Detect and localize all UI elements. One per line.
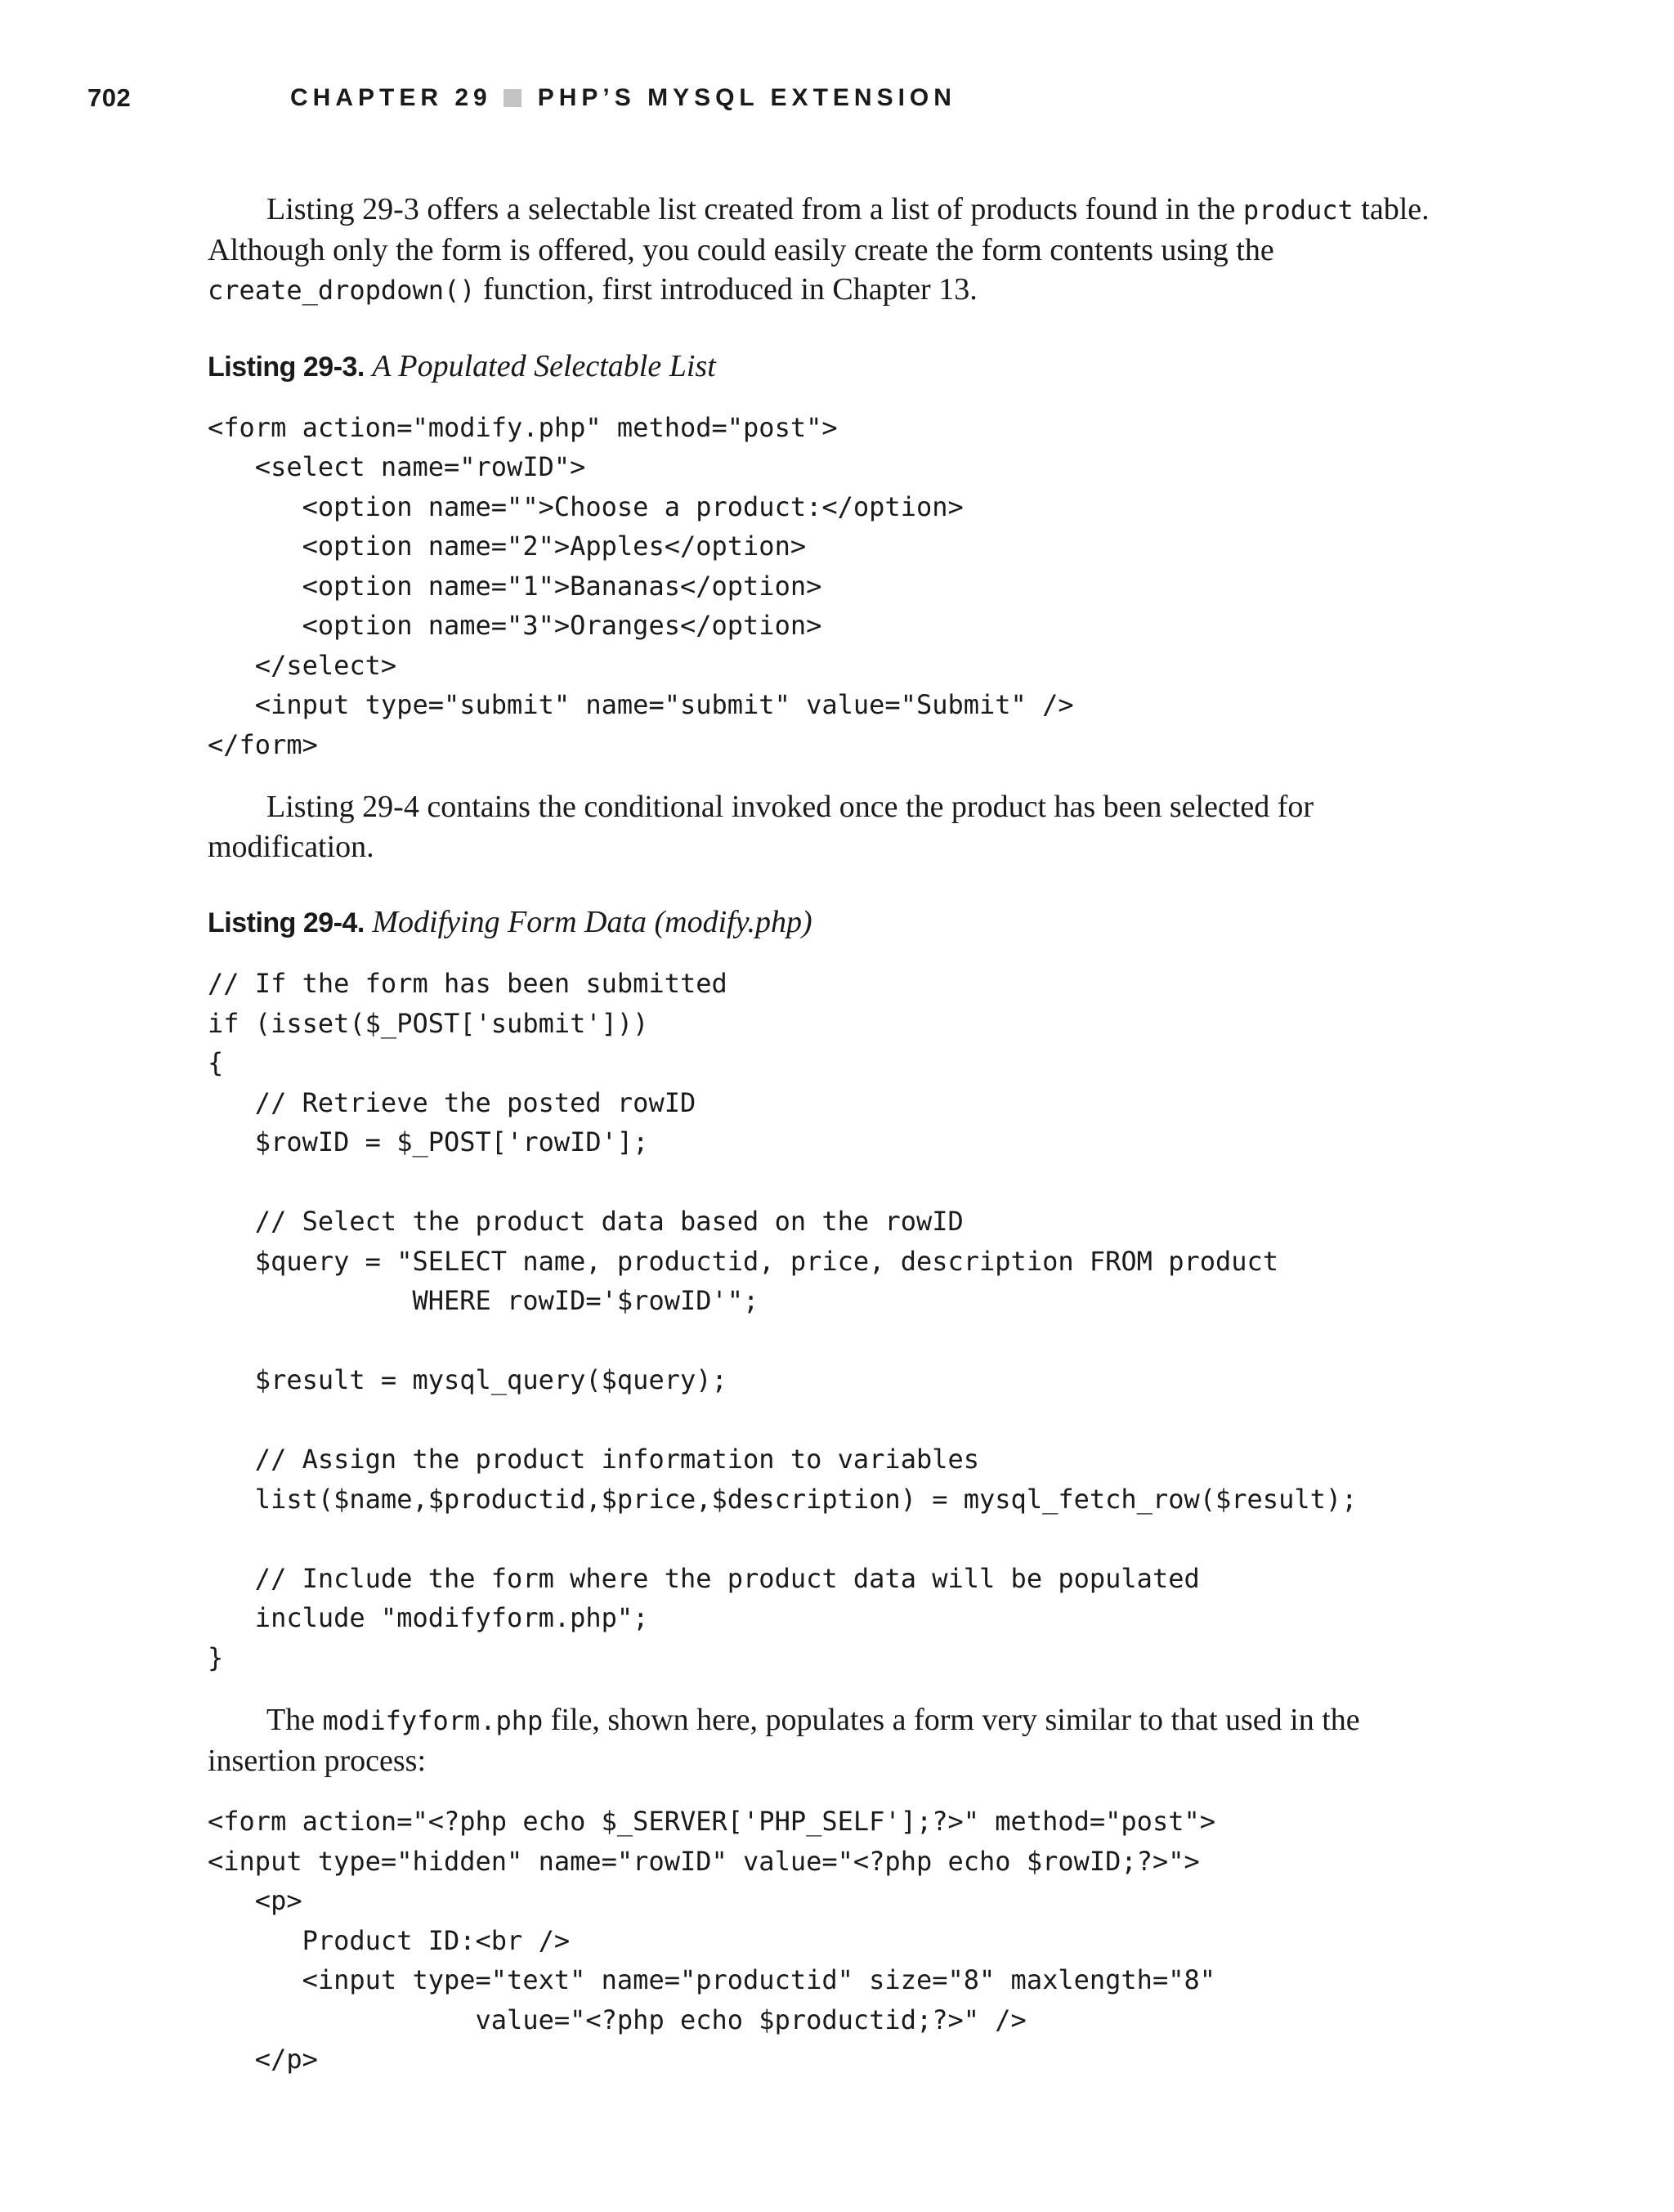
modifyform-paragraph — [208, 1700, 1450, 1780]
listing-29-3-code: <form action="modify.php" method="post"> <select name="rowID"> <option name="">Choose a product:</option> <option name="2">Apples</option> <option name="1">Bananas</option> <option name="3">Oranges</option> </select> <input type="submit" name="submit" value="Submit" /> </form> — [208, 411, 1074, 760]
listing-29-4-title: Modifying Form Data (modify.php) — [372, 905, 812, 939]
middle-paragraph: Listing 29-4 contains the conditional invoked once the product has been selected for modification. — [208, 790, 1314, 864]
intro-code-product: product — [1242, 195, 1354, 226]
intro-text-2: table. Although only the form is offered, you could easily create the form contents using the — [208, 192, 1430, 267]
listing-29-3-title: A Populated Selectable List — [372, 348, 716, 383]
intro-text-1: Listing 29-3 offers a selectable list created from a list of products found in the — [266, 192, 1243, 226]
page-number: 702 — [87, 83, 132, 112]
listing-29-3-label: Listing 29-3. — [208, 351, 365, 383]
chapter-label: CHAPTER 29 — [290, 84, 492, 111]
page-header — [87, 83, 956, 113]
chapter-separator-square — [504, 89, 521, 107]
modifyform-text-1: The — [266, 1703, 323, 1737]
modifyform-text-2: file, shown here, populates a form very similar to that used in the insertion process: — [208, 1703, 1360, 1778]
listing-29-4-caption — [208, 902, 1450, 943]
intro-paragraph — [208, 190, 1450, 311]
intro-code-create-dropdown: create_dropdown() — [208, 275, 476, 306]
chapter-title: PHP’S MYSQL EXTENSION — [537, 84, 956, 111]
listing-29-3-caption — [208, 347, 1450, 387]
page-body — [208, 190, 1450, 2080]
listing-29-4-code: // If the form has been submitted if (isset($_POST['submit'])) { // Retrieve the posted rowID $rowID = $_POST['rowID']; // Select the product data based on the rowID $query = "SELECT name, productid, price, description FROM product WHERE rowID='$rowID'"; $result = mysql_query($query); // Assign the product information to variables list($name,$productid,$price,$description) = mysql_fetch_row($result); // Include the form where the product data will be populated include "modifyform.php"; } — [208, 968, 1358, 1673]
modifyform-code: <form action="<?php echo $_SERVER['PHP_SELF'];?>" method="post"> <input type="hidden" name="rowID" value="<?php echo $rowID;?>"> <p> Product ID:<br /> <input type="text" name="productid" size="8" maxlength="8" value="<?php echo $productid;?>" /> </p> — [208, 1806, 1215, 2075]
intro-text-3: function, first introduced in Chapter 13. — [475, 272, 978, 307]
modifyform-code-filename: modifyform.php — [322, 1705, 544, 1736]
listing-29-4-label: Listing 29-4. — [208, 907, 365, 938]
